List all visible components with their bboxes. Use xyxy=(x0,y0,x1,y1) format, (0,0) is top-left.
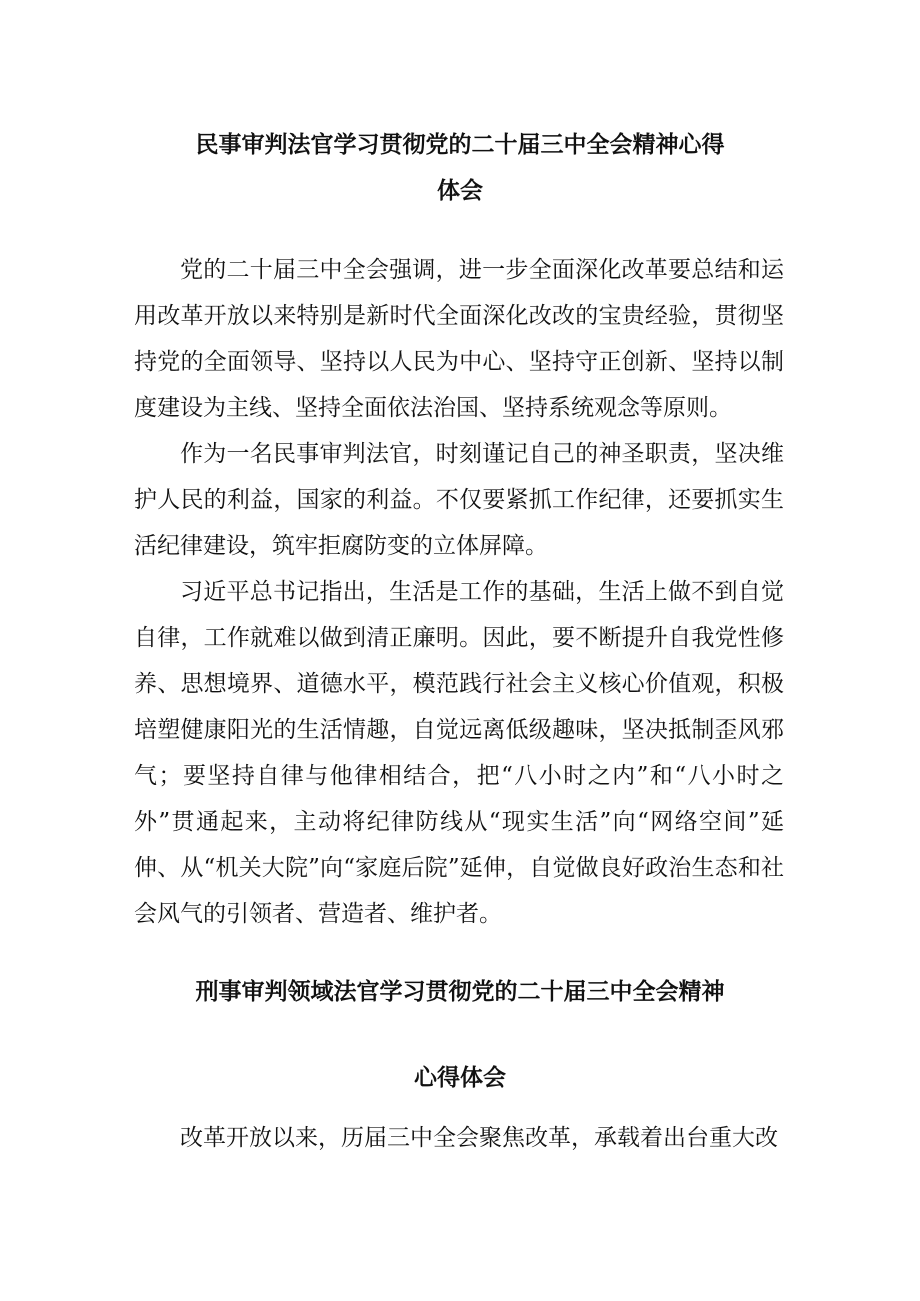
section2-title xyxy=(130,949,790,1121)
section1-title xyxy=(130,122,790,214)
section1-title-line1: 民事审判法官学习贯彻党的二十届三中全会精神心得 xyxy=(195,132,725,158)
section1-body xyxy=(134,247,784,937)
section2-title-line1: 刑事审判领域法官学习贯彻党的二十届三中全会精神 xyxy=(195,979,725,1005)
section2-title-line2: 心得体会 xyxy=(414,1065,506,1091)
section2-paragraph-1: 改革开放以来，历届三中全会聚焦改革，承载着出台重大改 xyxy=(180,1125,778,1151)
section2-body xyxy=(134,1115,784,1161)
section1-paragraph-2: 作为一名民事审判法官，时刻谨记自己的神圣职责，坚决维护人民的利益，国家的利益。不仅要紧抓工作纪律，还要抓实生活纪律建设，筑牢拒腐防变的立体屏障。 xyxy=(134,441,784,559)
section1-paragraph-1: 党的二十届三中全会强调，进一步全面深化改革要总结和运用改革开放以来特别是新时代全面深化改改的宝贵经验，贯彻坚持党的全面领导、坚持以人民为中心、坚持守正创新、坚持以制度建设为主线、坚持全面依法治国、坚持系统观念等原则。 xyxy=(134,257,784,421)
section1-title-line2: 体会 xyxy=(437,178,483,204)
section1-paragraph-3: 习近平总书记指出，生活是工作的基础，生活上做不到自觉自律，工作就难以做到清正廉明。因此，要不断提升自我党性修养、思想境界、道德水平，模范践行社会主义核心价值观，积极培塑健康阳光的生活情趣，自觉远离低级趣味，坚决抵制歪风邪气；要坚持自律与他律相结合，把“八小时之内”和“八小时之外”贯通起来，主动将纪律防线从“现实生活”向“网络空间”延伸、从“机关大院”向“家庭后院”延伸，自觉做良好政治生态和社会风气的引领者、营造者、维护者。 xyxy=(134,579,784,927)
